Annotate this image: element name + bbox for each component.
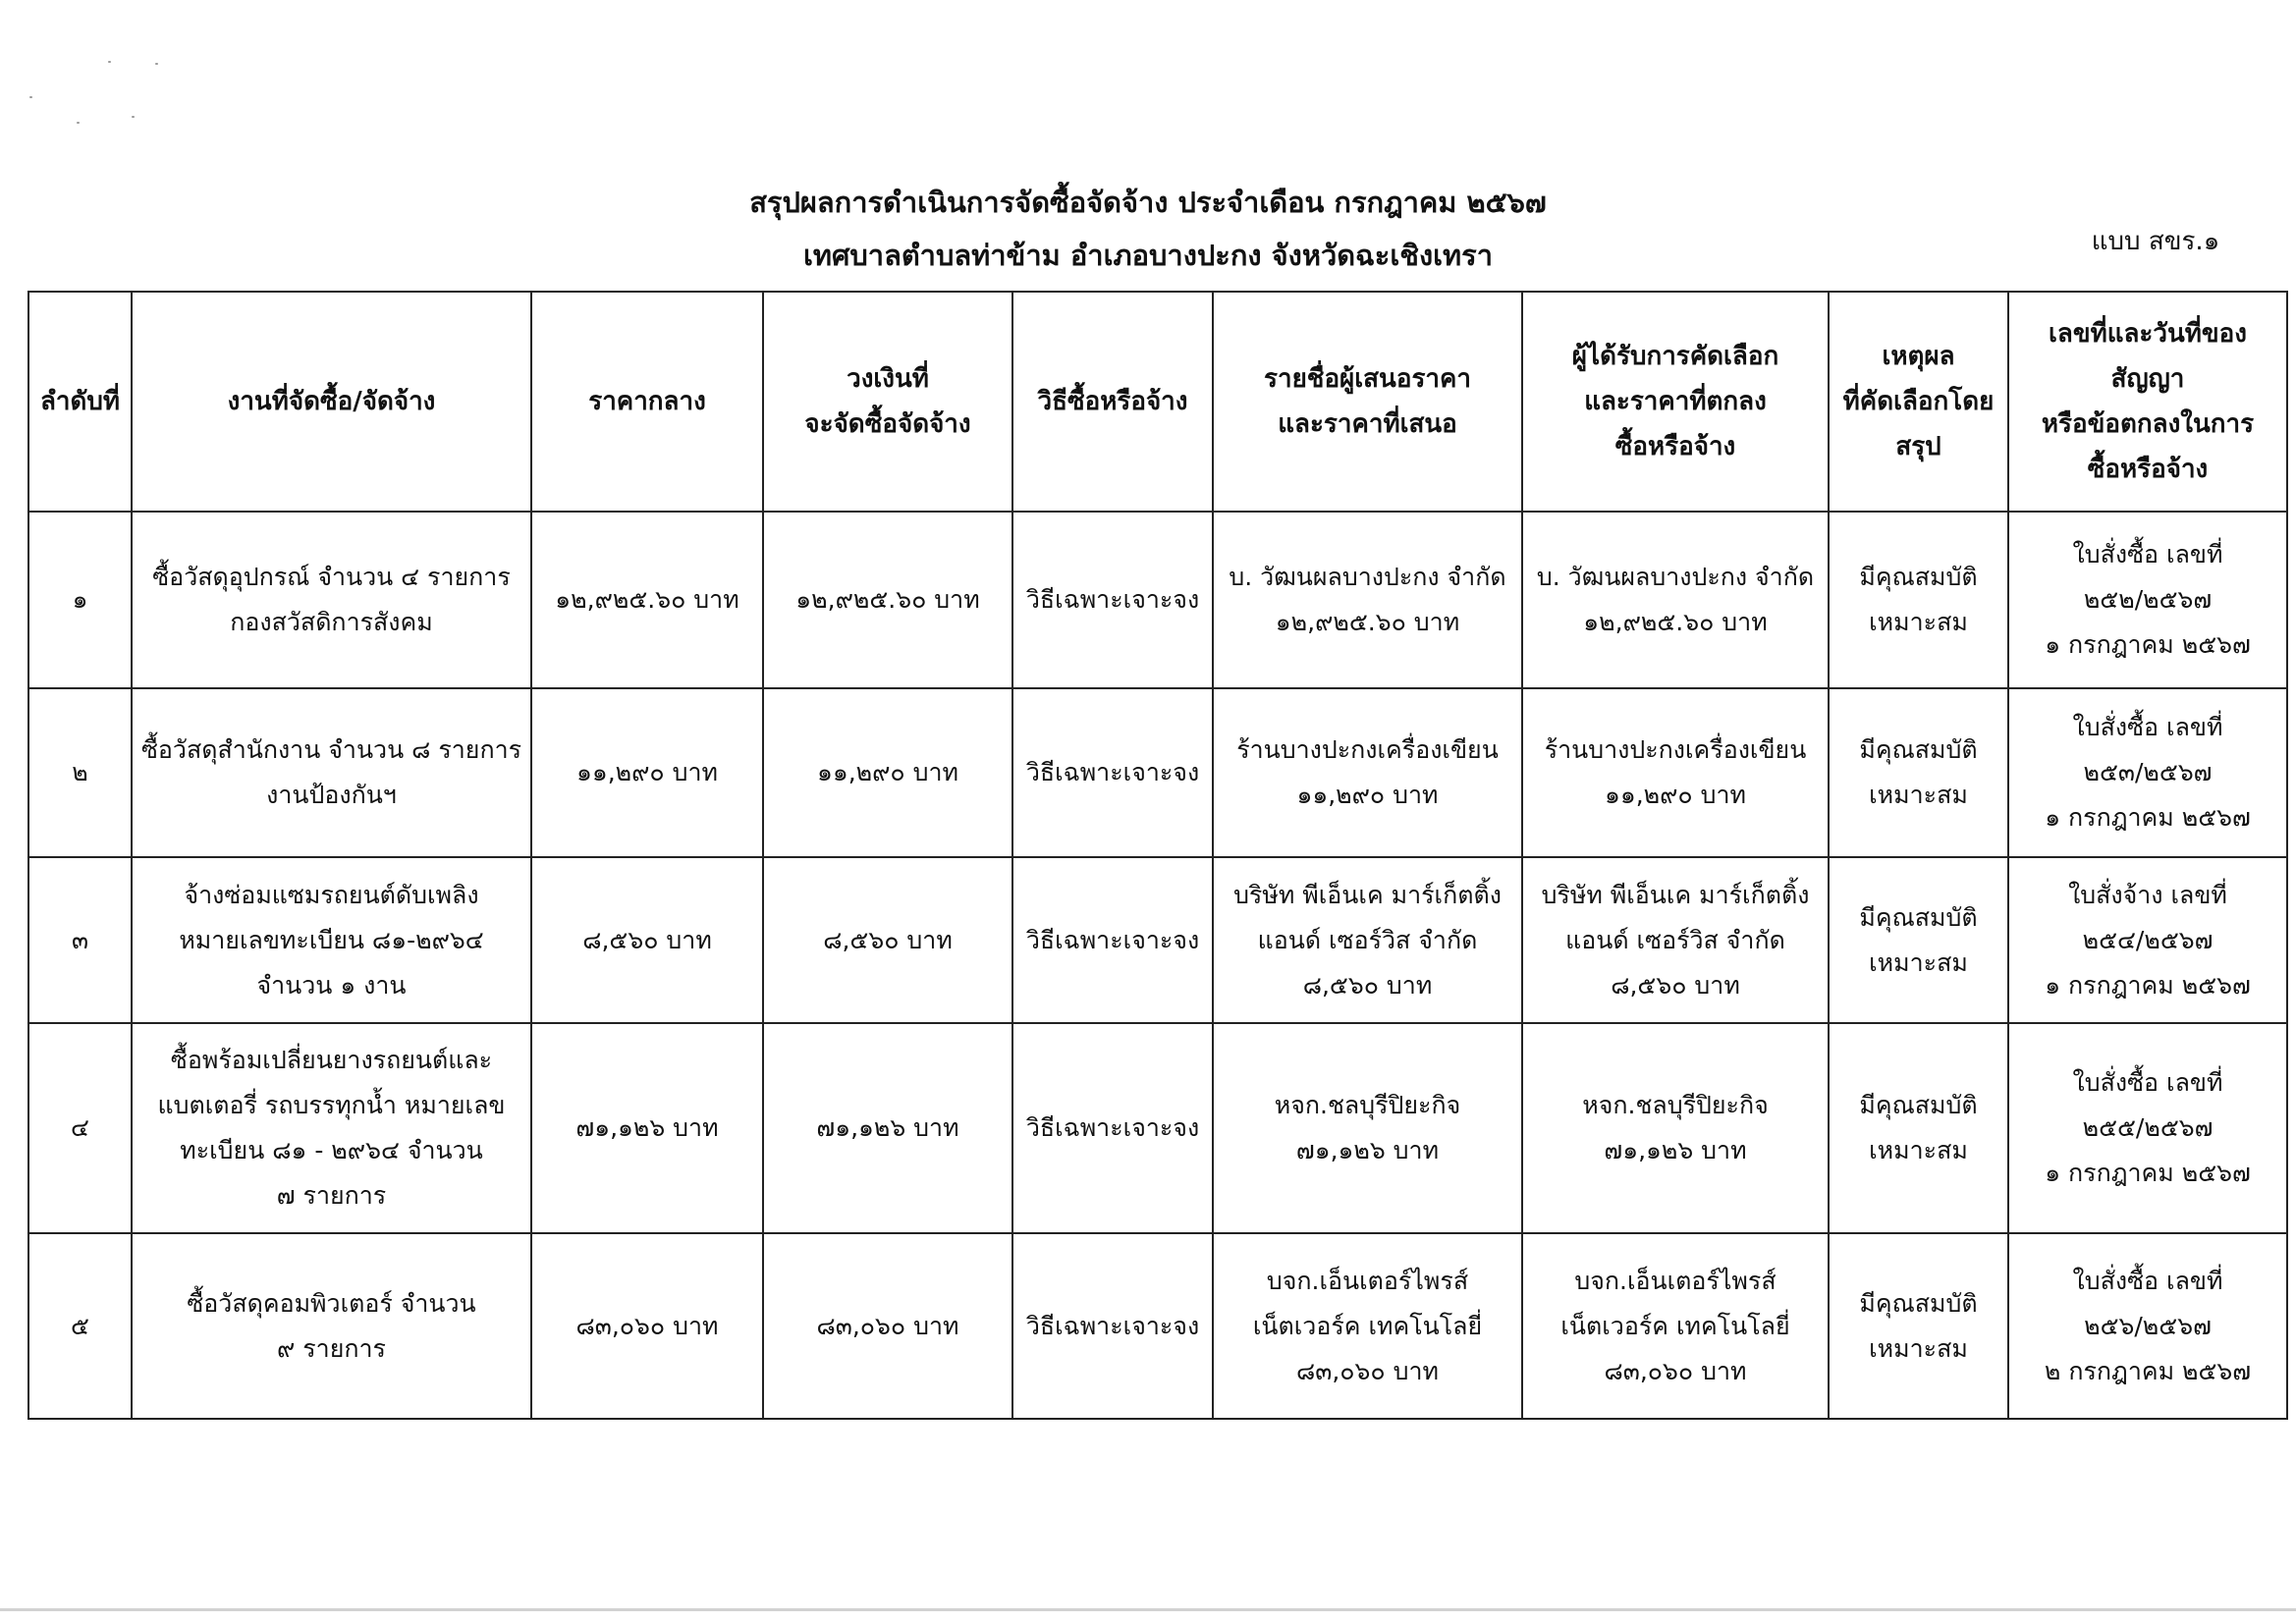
header-line: วงเงินที่ — [847, 364, 929, 394]
col-header-item — [132, 292, 531, 512]
cell-item — [132, 1023, 531, 1233]
cell-bidders — [1213, 857, 1522, 1023]
header-line: และราคาที่เสนอ — [1278, 409, 1457, 439]
header-line: เลขที่และวันที่ของ — [2049, 319, 2247, 349]
cell-method: วิธีเฉพาะเจาะจง — [1012, 1233, 1213, 1419]
col-header-median-price — [531, 292, 763, 512]
cell-line: แอนด์ เซอร์วิส จำกัด — [1565, 925, 1785, 954]
cell-line: ใบสั่งซื้อ เลขที่ — [2072, 540, 2223, 568]
col-header-method — [1012, 292, 1213, 512]
header-line: สัญญา — [2110, 364, 2185, 394]
cell-line: ๘,๕๖๐ บาท — [1302, 970, 1433, 1000]
header-line: ซื้อหรือจ้าง — [1614, 432, 1736, 461]
cell-line: ร้านบางปะกงเครื่องเขียน — [1236, 735, 1499, 764]
cell-budget: ๑๑,๒๙๐ บาท — [763, 688, 1012, 857]
cell-no: ๕ — [28, 1233, 132, 1419]
cell-line: ใบสั่งจ้าง เลขที่ — [2068, 880, 2227, 909]
cell-bidders — [1213, 1023, 1522, 1233]
cell-line: ๑๒,๙๒๕.๖๐ บาท — [1275, 608, 1460, 636]
cell-item — [132, 857, 531, 1023]
cell-selected — [1522, 1023, 1829, 1233]
cell-budget: ๑๒,๙๒๕.๖๐ บาท — [763, 512, 1012, 688]
cell-reason — [1829, 1023, 2008, 1233]
cell-line: บจก.เอ็นเตอร์ไพรส์ — [1266, 1266, 1469, 1295]
cell-no: ๔ — [28, 1023, 132, 1233]
page-subtitle: เทศบาลตำบลท่าข้าม อำเภอบางปะกง จังหวัดฉะเชิงเทรา — [802, 239, 1494, 272]
table-header-row — [28, 292, 2287, 512]
cell-line: กองสวัสดิการสังคม — [230, 608, 433, 636]
cell-line: ซื้อวัสดุสำนักงาน จำนวน ๘ รายการ — [140, 735, 522, 764]
col-header-reason — [1829, 292, 2008, 512]
cell-contract — [2008, 688, 2287, 857]
col-header-bidders — [1213, 292, 1522, 512]
cell-line: ๑ กรกฎาคม ๒๕๖๗ — [2045, 803, 2251, 832]
scan-edge-line — [0, 1608, 2296, 1611]
cell-line: ๗๑,๑๒๖ บาท — [1295, 1136, 1440, 1164]
header-line: สรุป — [1895, 432, 1941, 461]
cell-line: ๒ กรกฎาคม ๒๕๖๗ — [2044, 1356, 2252, 1385]
cell-line: ๗๑,๑๒๖ บาท — [1604, 1136, 1747, 1164]
cell-bidders — [1213, 512, 1522, 688]
cell-line: ใบสั่งซื้อ เลขที่ — [2072, 713, 2223, 741]
cell-line: ๘,๕๖๐ บาท — [1611, 970, 1740, 1000]
cell-line: หจก.ชลบุรีปิยะกิจ — [1582, 1091, 1769, 1119]
cell-median-price: ๗๑,๑๒๖ บาท — [531, 1023, 763, 1233]
cell-line: ๒๕๕/๒๕๖๗ — [2082, 1113, 2214, 1142]
header-line: ลำดับที่ — [39, 387, 121, 416]
cell-line: มีคุณสมบัติ — [1859, 1288, 1978, 1318]
scan-speck — [77, 122, 80, 124]
cell-line: มีคุณสมบัติ — [1859, 563, 1978, 591]
page-title: สรุปผลการดำเนินการจัดซื้อจัดจ้าง ประจำเดือน กรกฎาคม ๒๕๖๗ — [749, 186, 1547, 219]
cell-item — [132, 512, 531, 688]
cell-line: เหมาะสม — [1869, 947, 1968, 977]
cell-contract — [2008, 512, 2287, 688]
cell-line: มีคุณสมบัติ — [1859, 735, 1978, 764]
cell-line: ๗ รายการ — [276, 1181, 387, 1210]
cell-no: ๓ — [28, 857, 132, 1023]
cell-selected — [1522, 857, 1829, 1023]
cell-line: เน็ตเวอร์ค เทคโนโลยี่ — [1252, 1311, 1483, 1340]
cell-budget: ๗๑,๑๒๖ บาท — [763, 1023, 1012, 1233]
cell-method: วิธีเฉพาะเจาะจง — [1012, 688, 1213, 857]
cell-line: บ. วัฒนผลบางปะกง จำกัด — [1536, 563, 1815, 591]
cell-line: บ. วัฒนผลบางปะกง จำกัด — [1229, 563, 1506, 591]
cell-line: ร้านบางปะกงเครื่องเขียน — [1544, 735, 1807, 764]
cell-contract — [2008, 1023, 2287, 1233]
cell-method: วิธีเฉพาะเจาะจง — [1012, 512, 1213, 688]
cell-line: ซื้อวัสดุอุปกรณ์ จำนวน ๔ รายการ — [152, 563, 511, 591]
header-line: งานที่จัดซื้อ/จัดจ้าง — [227, 387, 436, 416]
cell-line: มีคุณสมบัติ — [1859, 902, 1978, 932]
table-row — [28, 688, 2287, 857]
cell-bidders — [1213, 688, 1522, 857]
cell-line: เน็ตเวอร์ค เทคโนโลยี่ — [1560, 1311, 1790, 1340]
scan-speck — [155, 63, 158, 65]
cell-selected — [1522, 512, 1829, 688]
cell-reason — [1829, 688, 2008, 857]
cell-line: บริษัท พีเอ็นเค มาร์เก็ตติ้ง — [1541, 880, 1810, 909]
form-code: แบบ สขร.๑ — [2091, 227, 2220, 256]
cell-line: แอนด์ เซอร์วิส จำกัด — [1257, 925, 1478, 954]
header-line: หรือข้อตกลงในการ — [2041, 409, 2255, 439]
cell-line: มีคุณสมบัติ — [1859, 1091, 1978, 1119]
cell-method: วิธีเฉพาะเจาะจง — [1012, 1023, 1213, 1233]
col-header-selected — [1522, 292, 1829, 512]
cell-no: ๒ — [28, 688, 132, 857]
cell-contract — [2008, 857, 2287, 1023]
scan-speck — [29, 96, 32, 98]
cell-reason — [1829, 1233, 2008, 1419]
col-header-contract — [2008, 292, 2287, 512]
header-line: รายชื่อผู้เสนอราคา — [1264, 364, 1471, 394]
cell-line: หจก.ชลบุรีปิยะกิจ — [1274, 1091, 1461, 1119]
cell-item — [132, 1233, 531, 1419]
table-row — [28, 857, 2287, 1023]
cell-budget: ๘๓,๐๖๐ บาท — [763, 1233, 1012, 1419]
cell-line: เหมาะสม — [1869, 1136, 1968, 1164]
cell-line: ทะเบียน ๘๑ - ๒๙๖๔ จำนวน — [180, 1136, 483, 1164]
header-line: วิธีซื้อหรือจ้าง — [1037, 387, 1188, 416]
cell-item — [132, 688, 531, 857]
header-line: จะจัดซื้อจัดจ้าง — [804, 409, 971, 439]
cell-bidders — [1213, 1233, 1522, 1419]
cell-line: แบตเตอรี่ รถบรรทุกน้ำ หมายเลข — [157, 1091, 506, 1119]
cell-line: ใบสั่งซื้อ เลขที่ — [2072, 1068, 2223, 1097]
cell-line: ๒๕๖/๒๕๖๗ — [2084, 1311, 2212, 1340]
cell-line: ๑ กรกฎาคม ๒๕๖๗ — [2045, 630, 2251, 659]
cell-selected — [1522, 1233, 1829, 1419]
table-row — [28, 1023, 2287, 1233]
cell-method: วิธีเฉพาะเจาะจง — [1012, 857, 1213, 1023]
scan-speck — [132, 116, 135, 118]
scan-speck — [108, 61, 111, 63]
cell-line: ซื้อพร้อมเปลี่ยนยางรถยนต์และ — [170, 1046, 493, 1074]
cell-line: ซื้อวัสดุคอมพิวเตอร์ จำนวน — [187, 1288, 476, 1318]
cell-line: ๑ กรกฎาคม ๒๕๖๗ — [2045, 1159, 2251, 1187]
cell-line: ใบสั่งซื้อ เลขที่ — [2072, 1266, 2223, 1295]
cell-line: ๒๕๓/๒๕๖๗ — [2083, 758, 2213, 786]
cell-line: หมายเลขทะเบียน ๘๑-๒๙๖๔ — [179, 925, 484, 954]
cell-median-price: ๑๑,๒๙๐ บาท — [531, 688, 763, 857]
cell-line: เหมาะสม — [1869, 608, 1968, 636]
cell-median-price: ๘,๕๖๐ บาท — [531, 857, 763, 1023]
header-line: ผู้ได้รับการคัดเลือก — [1571, 342, 1779, 371]
cell-line: ๒๕๒/๒๕๖๗ — [2083, 585, 2213, 614]
cell-line: ๒๕๔/๒๕๖๗ — [2082, 925, 2214, 954]
cell-line: จ้างซ่อมแซมรถยนต์ดับเพลิง — [184, 880, 479, 909]
cell-no: ๑ — [28, 512, 132, 688]
cell-line: เหมาะสม — [1869, 781, 1968, 809]
cell-reason — [1829, 512, 2008, 688]
cell-budget: ๘,๕๖๐ บาท — [763, 857, 1012, 1023]
col-header-no — [28, 292, 132, 512]
cell-line: ๑๒,๙๒๕.๖๐ บาท — [1583, 608, 1768, 636]
cell-selected — [1522, 688, 1829, 857]
procurement-table — [27, 291, 2288, 1420]
cell-median-price: ๑๒,๙๒๕.๖๐ บาท — [531, 512, 763, 688]
header-line: ราคากลาง — [588, 387, 706, 416]
cell-reason — [1829, 857, 2008, 1023]
table-row — [28, 512, 2287, 688]
cell-line: ๑๑,๒๙๐ บาท — [1296, 781, 1439, 809]
header-line: และราคาที่ตกลง — [1584, 387, 1767, 416]
table-body — [28, 512, 2287, 1419]
header-line: เหตุผล — [1882, 342, 1955, 371]
cell-line: งานป้องกันฯ — [266, 781, 397, 809]
header-line: ที่คัดเลือกโดย — [1842, 387, 1995, 416]
cell-line: ๑ กรกฎาคม ๒๕๖๗ — [2045, 970, 2251, 1000]
cell-line: ๑๑,๒๙๐ บาท — [1604, 781, 1747, 809]
cell-line: ๙ รายการ — [277, 1333, 386, 1363]
table-row — [28, 1233, 2287, 1419]
cell-line: ๘๓,๐๖๐ บาท — [1295, 1356, 1440, 1385]
cell-median-price: ๘๓,๐๖๐ บาท — [531, 1233, 763, 1419]
header-line: ซื้อหรือจ้าง — [2087, 455, 2209, 484]
cell-line: บจก.เอ็นเตอร์ไพรส์ — [1574, 1266, 1777, 1295]
cell-line: บริษัท พีเอ็นเค มาร์เก็ตติ้ง — [1233, 880, 1502, 909]
cell-contract — [2008, 1233, 2287, 1419]
cell-line: เหมาะสม — [1869, 1333, 1968, 1363]
cell-line: จำนวน ๑ งาน — [256, 970, 407, 1000]
col-header-budget — [763, 292, 1012, 512]
cell-line: ๘๓,๐๖๐ บาท — [1604, 1356, 1747, 1385]
